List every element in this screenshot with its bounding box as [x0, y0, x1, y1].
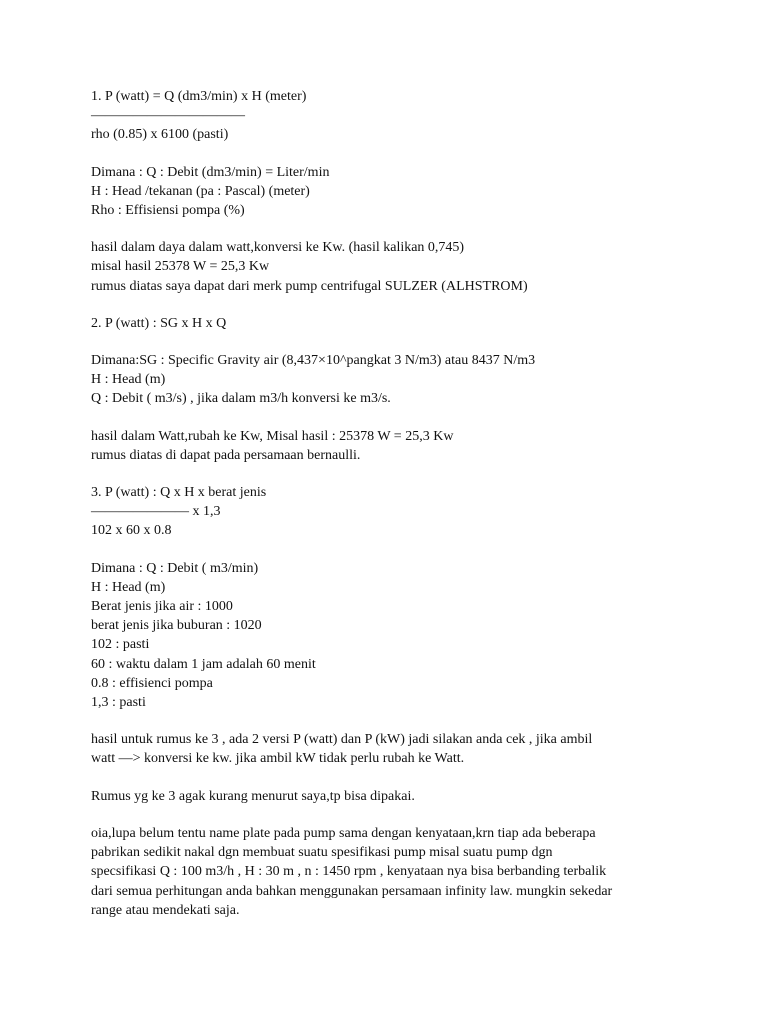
note-line: watt —> konversi ke kw. jika ambil kW tidak perlu rubah ke Watt.	[91, 751, 465, 767]
paragraph-line: dari semua perhitungan anda bahkan menggunakan persamaan infinity law. mungkin sekedar	[91, 883, 613, 899]
formula-3-denominator: 102 x 60 x 0.8	[91, 523, 172, 539]
formula-3-legend	[91, 559, 711, 713]
paragraph-line: oia,lupa belum tentu name plate pada pump sama dengan kenyataan,krn tiap ada beberapa	[91, 825, 596, 841]
paragraph-line: pabrikan sedikit nakal dgn membuat suatu spesifikasi pump misal suatu pump dgn	[91, 845, 553, 861]
legend-line: 0.8 : effisienci pompa	[91, 675, 213, 691]
legend-line: Dimana : Q : Debit (dm3/min) = Liter/min	[91, 164, 330, 180]
note-line: hasil dalam daya dalam watt,konversi ke Kw. (hasil kalikan 0,745)	[91, 240, 465, 256]
closing-paragraph	[91, 824, 711, 920]
formula-3	[91, 483, 711, 541]
formula-1-legend	[91, 163, 711, 221]
legend-line: H : Head /tekanan (pa : Pascal) (meter)	[91, 183, 310, 199]
note-line: rumus diatas di dapat pada persamaan bernaulli.	[91, 447, 361, 463]
document-body	[91, 87, 711, 938]
formula-1-fraction-bar: ———————————	[91, 108, 245, 124]
legend-line: Dimana : Q : Debit ( m3/min)	[91, 560, 259, 576]
formula-1	[91, 87, 711, 145]
legend-line: Rho : Effisiensi pompa (%)	[91, 203, 245, 219]
note-line: misal hasil 25378 W = 25,3 Kw	[91, 259, 270, 275]
legend-line: 60 : waktu dalam 1 jam adalah 60 menit	[91, 656, 316, 672]
paragraph-line: range atau mendekati saja.	[91, 902, 240, 918]
formula-1-numerator: 1. P (watt) = Q (dm3/min) x H (meter)	[91, 89, 307, 104]
note-line: hasil untuk rumus ke 3 , ada 2 versi P (watt) dan P (kW) jadi silakan anda cek , jika ambil	[91, 732, 593, 748]
legend-line: Dimana:SG : Specific Gravity air (8,437×10^pangkat 3 N/m3) atau 8437 N/m3	[91, 353, 536, 369]
formula-2-notes	[91, 427, 711, 465]
legend-line: berat jenis jika buburan : 1020	[91, 618, 262, 634]
formula-3-fraction-bar: ——————— x 1,3	[91, 504, 221, 520]
note-line: rumus diatas saya dapat dari merk pump centrifugal SULZER (ALHSTROM)	[91, 278, 528, 294]
legend-line: H : Head (m)	[91, 372, 166, 388]
formula-2-expression: 2. P (watt) : SG x H x Q	[91, 315, 227, 331]
legend-line: Berat jenis jika air : 1000	[91, 599, 233, 615]
note-line: hasil dalam Watt,rubah ke Kw, Misal hasil : 25378 W = 25,3 Kw	[91, 428, 454, 444]
note-line: Rumus yg ke 3 agak kurang menurut saya,tp bisa dipakai.	[91, 788, 415, 804]
legend-line: Q : Debit ( m3/s) , jika dalam m3/h konversi ke m3/s.	[91, 391, 391, 407]
formula-2-legend	[91, 351, 711, 409]
formula-2	[91, 314, 711, 333]
formula-3-notes	[91, 730, 711, 768]
legend-line: 102 : pasti	[91, 637, 150, 653]
formula-3-numerator: 3. P (watt) : Q x H x berat jenis	[91, 485, 267, 501]
paragraph-line: specsifikasi Q : 100 m3/h , H : 30 m , n : 1450 rpm , kenyataan nya bisa berbanding terbalik	[91, 864, 607, 880]
opinion-paragraph	[91, 787, 711, 806]
formula-1-notes	[91, 238, 711, 296]
formula-1-denominator: rho (0.85) x 6100 (pasti)	[91, 127, 229, 143]
legend-line: H : Head (m)	[91, 579, 166, 595]
legend-line: 1,3 : pasti	[91, 695, 146, 711]
